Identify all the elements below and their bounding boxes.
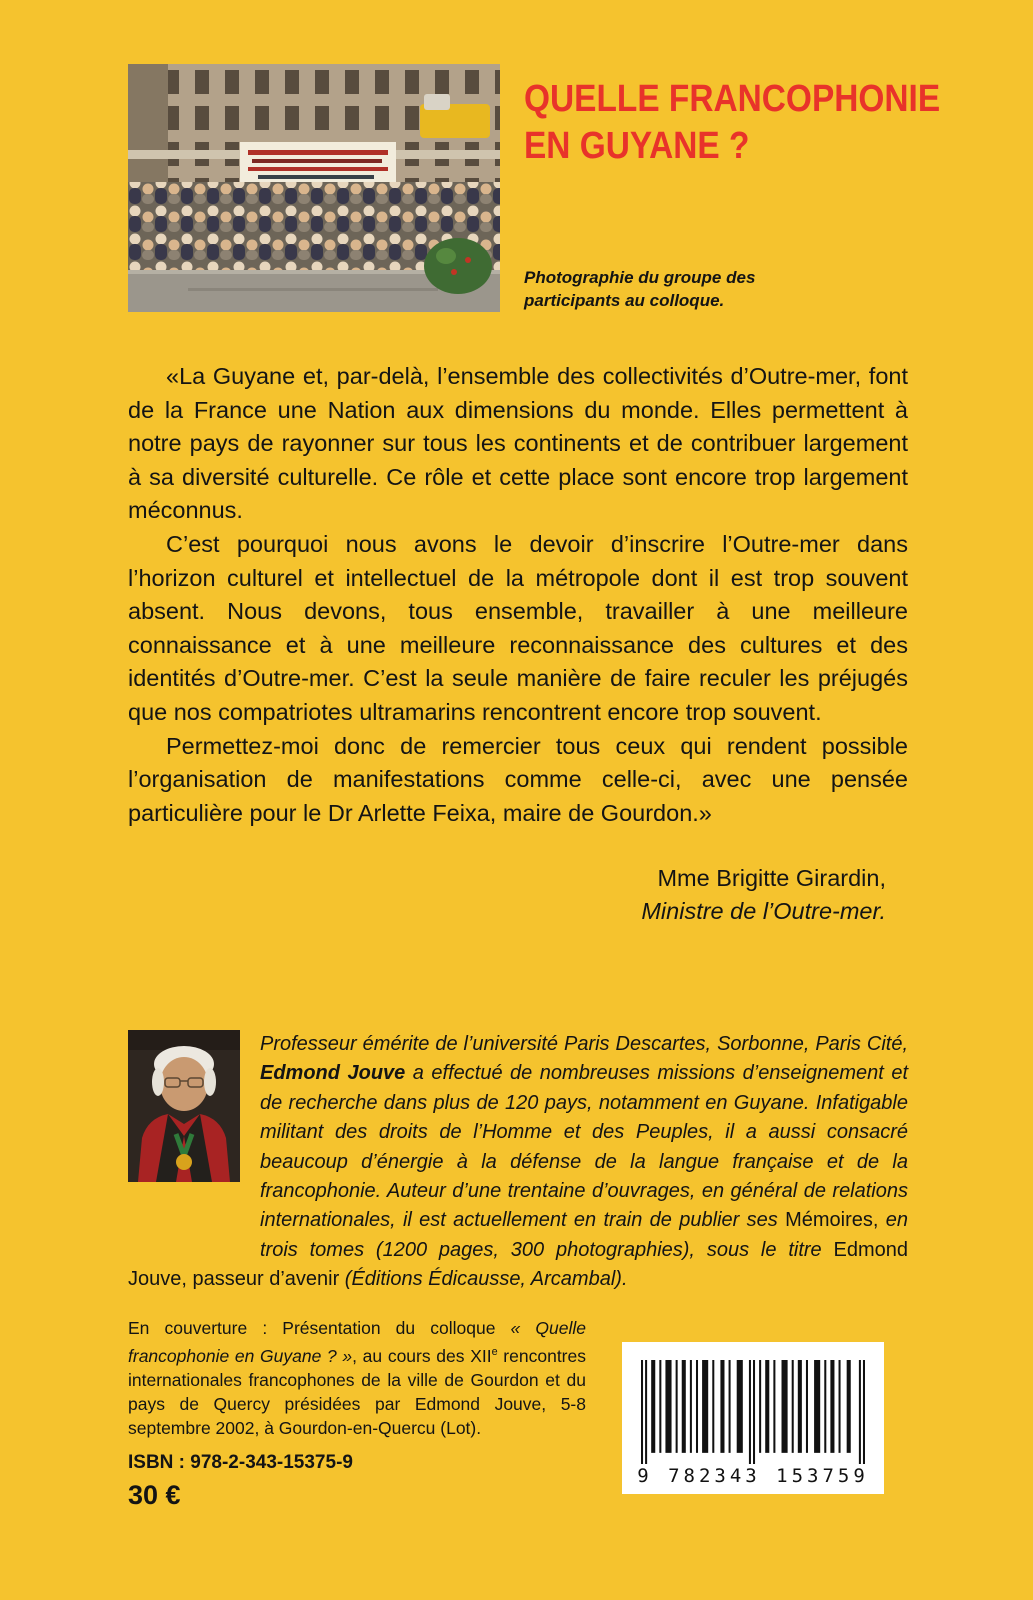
text-segment: Mémoires,: [785, 1209, 879, 1232]
attribution-role: Ministre de l’Outre-mer.: [641, 898, 886, 925]
attribution-name: Mme Brigitte Girardin,: [657, 865, 886, 892]
group-photo: [128, 64, 500, 312]
text-segment: , au cours des XII: [352, 1345, 492, 1366]
text-segment: e: [491, 1346, 498, 1358]
book-title-line2: EN GUYANE ?: [524, 125, 750, 167]
barcode-number: 9 782343 153759: [637, 1465, 869, 1487]
author-bio-section: [128, 1030, 908, 1295]
author-portrait-illustration: [128, 1030, 240, 1182]
price: 30 €: [128, 1480, 181, 1510]
text-segment: Professeur émérite de l’université Paris Descartes, Sorbonne, Paris Cité,: [260, 1033, 908, 1055]
quote-paragraph-1: «La Guyane et, par-delà, l’ensemble des collectivités d’Outre-mer, font de la France une Nation aux dimensions du monde. Elles permettent à notre pays de rayonner sur tous les continents et de contribuer largement à sa diversité culturelle. Ce rôle et cette place sont encore trop largement méconnus.: [128, 363, 908, 524]
text-segment: « Quelle francophonie en Guyane ? »: [128, 1318, 586, 1366]
cover-note: [128, 1316, 586, 1440]
text-segment: a effectué de nombreuses missions d’enseignement et de recherche dans plus de 120 pays, notamment en Guyane. Infatigable militant des droits de l’Homme et des Peuples, il a aussi consacré beaucoup d’énergie à la défense de la langue française et de la francophonie. Auteur d’une trentaine d’ouvrages, en général de relations internationales, il est actuellement en train de publier ses: [260, 1062, 909, 1232]
text-segment: rencontres internationales francophones de la ville de Gourdon et du pays de Quercy présidées par Edmond Jouve, 5-8 septembre 2002, à Gourdon-en-Quercu (Lot).: [128, 1345, 586, 1438]
quote-paragraph-2: C’est pourquoi nous avons le devoir d’inscrire l’Outre-mer dans l’horizon culturel et intellectuel de la métropole dont il est trop souvent absent. Nous devons, tous ensemble, travailler à une meilleure connaissance et à une meilleure reconnaissance des cultures et des identités d’Outre-mer. C’est la seule manière de faire reculer les préjugés que nos compatriotes ultramarins rencontrent encore trop souvent.: [128, 530, 908, 725]
barcode-bars: [641, 1360, 865, 1464]
group-photo-illustration: [128, 64, 500, 312]
attribution: [128, 862, 908, 928]
isbn: ISBN : 978-2-343-15375-9: [128, 1452, 353, 1473]
quote-block: [128, 360, 908, 928]
author-portrait: [128, 1030, 260, 1236]
book-title-line1: QUELLE FRANCOPHONIE: [524, 78, 941, 120]
text-segment: en trois tomes (1200 pages, 300 photographies), sous le titre: [260, 1209, 908, 1261]
text-segment: (Éditions Édicausse, Arcambal).: [339, 1268, 628, 1291]
text-segment: Edmond Jouve, passeur d’avenir: [128, 1238, 908, 1291]
text-segment: Edmond Jouve: [260, 1062, 406, 1085]
quote-paragraph-3: Permettez-moi donc de remercier tous ceux qui rendent possible l’organisation de manifestations comme celle-ci, avec une pensée particulière pour le Dr Arlette Feixa, maire de Gourdon.»: [128, 732, 908, 826]
photo-caption: Photographie du groupe des participants au colloque.: [524, 268, 756, 310]
text-segment: En couverture : Présentation du colloque: [128, 1318, 511, 1338]
book-title: [524, 76, 940, 170]
barcode: [622, 1342, 884, 1494]
